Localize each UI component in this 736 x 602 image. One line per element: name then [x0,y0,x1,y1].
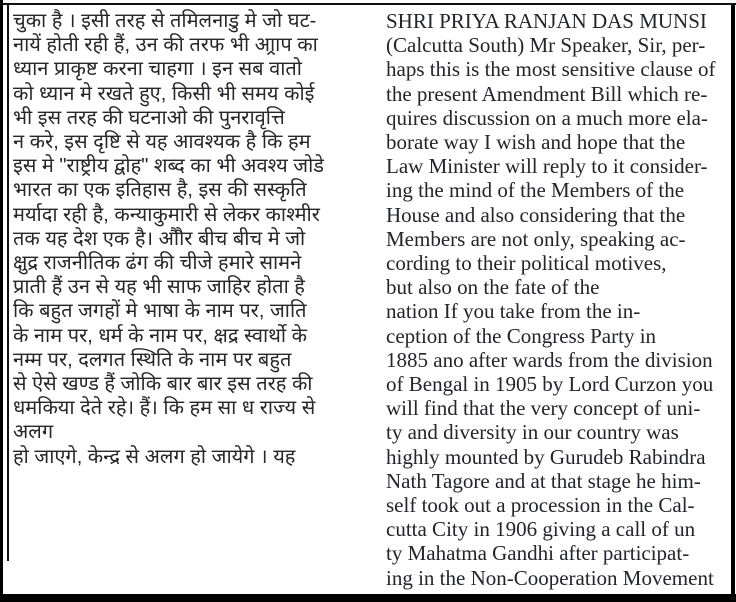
hindi-text-line: क्षुद्र राजनीतिक ढंग की चीजे हमारे सामने [13,252,302,275]
english-text-line: quires discussion on a much more ela- [386,105,708,130]
hindi-text-line: हो जाएगे, केन्द्र से अलग हो जायेगे । यह [13,445,296,468]
hindi-text-line: भारत का एक इतिहास है, इस की सस्कृति [13,179,307,202]
english-text-line: Nath Tagore and at that stage he him- [386,468,701,493]
english-text-line: haps this is the most sensitive clause of [386,57,716,82]
english-text-line: Members are not only, speaking ac- [386,226,686,251]
english-text-line: (Calcutta South) Mr Speaker, Sir, per- [386,33,706,58]
english-text-line: cording to their political motives, [386,251,667,276]
frame-left-border [7,3,9,561]
english-text-line: ing in the Non-Cooperation Movement [386,565,714,590]
hindi-text-line: ध्यान प्राकृष्ट करना चाहगा । इन सब वातो [13,58,302,81]
english-text-column [386,9,730,590]
hindi-text-line: के नाम पर, धर्म के नाम पर, क्षद्र स्वार्थो के [13,324,308,347]
hindi-text-line: को ध्यान मे रखते हुए, किसी भी समय कोई [13,82,315,105]
english-text-line: House and also considering that the [386,202,686,227]
hindi-text-line: धमकिया देते रहे। हैं। कि हम सा ध राज्य से [13,397,316,420]
english-text-line: self took out a procession in the Cal- [386,493,695,518]
english-text-line: ing the mind of the Members of the [386,178,685,203]
hindi-text-line: मर्यादा रही है, कन्याकुमारी से लेकर काश्मीर [13,203,320,226]
english-text-line: will find that the very concept of uni- [386,396,701,421]
english-text-line: ception of the Congress Party in [386,323,657,348]
hindi-text-line: नायें होती रही हैं, उन की तरफ भी आ्राप का [13,34,318,57]
scan-bottom-edge [0,594,736,602]
english-text-line: of Bengal in 1905 by Lord Curzon you [386,372,714,397]
hindi-text-line: अलग [13,421,54,444]
english-text-line: ty and diversity in our country was [386,420,679,445]
english-text-line: nation If you take from the in- [386,299,641,324]
hindi-text-line: कि बहुत जगहों मे भाषा के नाम पर, जाति [13,300,307,323]
hindi-text-line: चुका है । इसी तरह से तमिलनाडु मे जो घट- [13,10,317,32]
hindi-text-line: भी इस तरह की घटनाओ की पुनरावृत्ति [13,106,285,129]
english-text-line: Law Minister will reply to it consider- [386,154,708,179]
english-text-line: cutta City in 1906 giving a call of un [386,517,696,542]
hindi-text-column [13,9,369,469]
hindi-text-line: नम्म पर, दलगत स्थिति के नाम पर बहुत [13,348,292,371]
english-text-line: the present Amendment Bill which re- [386,81,708,106]
hindi-text-line: से ऐसे खण्ड हैं जोकि बार बार इस तरह की [13,373,313,396]
english-text-line: borate way I wish and hope that the [386,130,686,155]
english-text-line: highly mounted by Gurudeb Rabindra [386,444,706,469]
hindi-text-line: तक यह देश एक है। औौर बीच बीच मे जो [13,227,306,250]
speaker-name-line: SHRI PRIYA RANJAN DAS MUNSI [386,9,707,33]
english-text-line: ty Mahatma Gandhi after participat- [386,541,690,566]
frame-right-border [731,5,735,602]
english-text-line: but also on the fate of the [386,275,600,300]
frame-top-border [3,3,736,5]
english-text-line: 1885 ano after wards from the division [386,347,713,372]
hindi-text-line: न करे, इस दृष्टि से यह आवश्यक है कि हम [13,131,311,154]
hindi-text-line: इस मे "राष्ट्रीय द्वोह" शब्द का भी अवश्य जोडे [13,155,324,178]
scan-left-edge [0,0,3,602]
hindi-text-line: प्राती हैं उन से यह भी साफ जाहिर होता है [13,276,305,299]
